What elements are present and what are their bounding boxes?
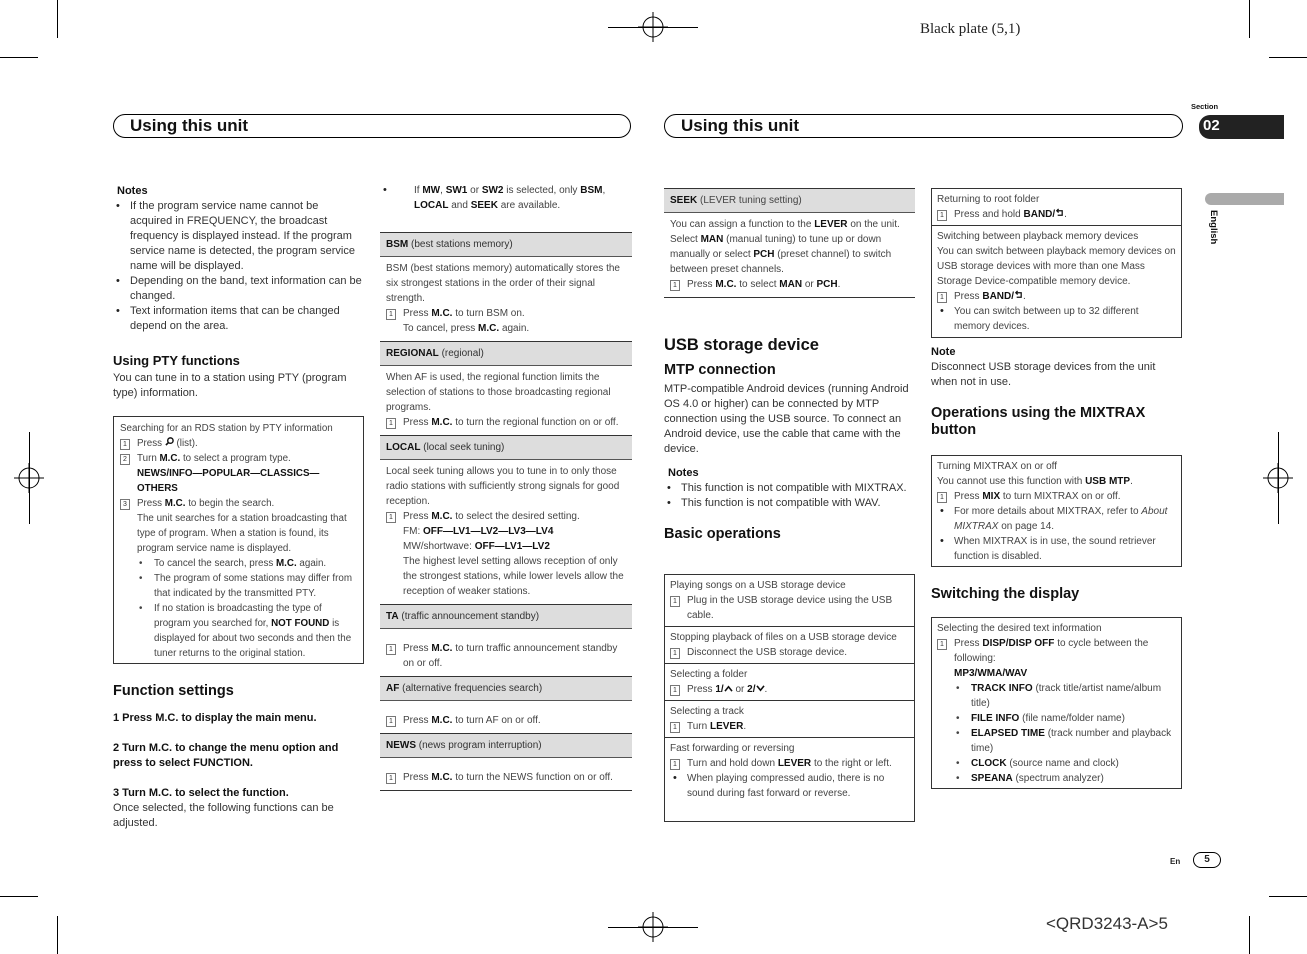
crop-mark xyxy=(608,27,698,28)
mixtrax-title: Operations using the MIXTRAX button xyxy=(931,405,1146,438)
root-folder-box: Returning to root folder 1 Press and hold BAND/ . Switching between playback memory devices You can switch between playback memory devices on USB storage devices with more than one Mass Storage Device-compatible memory device. 1 Press BAND/ . • You can switch between up to 32 different memory devices. xyxy=(931,188,1182,338)
notes-title: Notes xyxy=(117,185,148,197)
function-settings: Function settings 1 Press M.C. to display the main menu. 2 Turn M.C. to change the menu option and press to select FUNCTION. 3 Turn M.C. to select the function. Once selected, the following functions can be adjusted. xyxy=(113,683,363,831)
program-type-options: NEWS/INFO—POPULAR—CLASSICS—OTHERS xyxy=(137,468,320,494)
search-icon xyxy=(165,437,174,446)
crop-mark xyxy=(1249,0,1250,38)
language-tab xyxy=(1205,193,1284,205)
note-item: • Depending on the band, text information can be changed. xyxy=(113,274,363,304)
basic-operations-title: Basic operations xyxy=(664,526,781,542)
usb-title: USB storage device xyxy=(664,336,819,354)
step-number: 1 xyxy=(120,439,130,450)
crop-mark xyxy=(57,916,58,954)
crop-mark xyxy=(1269,896,1307,897)
mtp-title: MTP connection xyxy=(664,362,776,378)
local-header: LOCAL (local seek tuning) xyxy=(380,435,632,460)
bsm-header: BSM (best stations memory) xyxy=(380,232,632,257)
regional-header: REGIONAL (regional) xyxy=(380,341,632,366)
switching-display-title: Switching the display xyxy=(931,586,1080,602)
column-1 xyxy=(113,184,363,401)
ta-header: TA (traffic announcement standby) xyxy=(380,604,632,629)
header-title-right: Using this unit xyxy=(681,116,800,135)
display-box: Selecting the desired text information 1 Press DISP/DISP OFF to cycle between the following: MP3/WMA/WAV • TRACK INFO (track title/artist name/album title) • FILE INFO (file name/folder name) • ELAPSED TIME (track number and playback time) • CLOCK (source name and clock) • SPEANA (spectrum analyzer) xyxy=(931,617,1182,789)
note-item: • If the program service name cannot be acquired in FREQUENCY, the broadcast frequency is displayed instead. If the program service name is detected, the program service name will be displayed. xyxy=(113,199,363,274)
column-2: • If MW, SW1 or SW2 is selected, only BSM, LOCAL and SEEK are available. BSM (best stations memory) BSM (best stations memory) automatically stores the six strongest stations in the order of their signal strength. 1 Press M.C. to turn BSM on. To cancel, press M.C. again. REGIONAL (regional) When AF is used, the regional function limits the selection of stations to those broadcasting regional programs. 1 Press M.C. to turn the regional function on or off. LOCAL (local seek tuning) Local seek tuning allows you to tune in to only those radio stations with sufficiently strong signals for good reception. 1 Press M.C. to select the desired setting. FM: OFF—LV1—LV2—LV3—LV4 MW/shortwave: OFF—LV1—LV2 The highest level setting allows reception of only the strongest stations, while lower levels allow the reception of weaker stations. TA (traffic announcement standby) 1 Press M.C. to turn traffic announcement standby on or off. AF (alternative frequencies search) 1 Press M.C. to turn AF on or off. NEWS (news program interruption) 1 Press M.C. to turn the NEWS function on or off. xyxy=(380,183,632,791)
chevron-up-icon xyxy=(724,685,733,692)
crop-mark xyxy=(0,57,38,58)
pty-title: Using PTY functions xyxy=(113,353,240,368)
crop-mark xyxy=(608,927,698,928)
basic-operations-box: Playing songs on a USB storage device 1 Plug in the USB storage device using the USB cable. Stopping playback of files on a USB storage device 1 Disconnect the USB storage device. Selecting a folder 1 Press 1/ or 2/ . Selecting a track 1 Turn LEVER. Fast forwarding or reversing 1 Turn and hold down LEVER to the right or left. • When playing compressed audio, there is no sound during fast forward or reverse. xyxy=(664,574,915,822)
box-title: Searching for an RDS station by PTY information xyxy=(120,423,333,434)
crop-mark xyxy=(29,432,30,524)
crop-mark xyxy=(1269,57,1307,58)
chevron-down-icon xyxy=(756,685,765,692)
document-code: <QRD3243-A>5 xyxy=(1046,914,1168,933)
section-number: 02 xyxy=(1199,115,1284,139)
back-arrow-icon xyxy=(1014,290,1023,299)
note-section: Note Disconnect USB storage devices from the unit when not in use. Operations using the MIXTRAX button xyxy=(931,345,1183,439)
mixtrax-box: Turning MIXTRAX on or off You cannot use this function with USB MTP. 1 Press MIX to turn MIXTRAX on or off. • For more details about MIXTRAX, refer to About MIXTRAX on page 14. • When MIXTRAX is in use, the sound retriever function is disabled. xyxy=(931,455,1182,567)
plate-label: Black plate (5,1) xyxy=(920,21,1021,37)
step-number: 2 xyxy=(120,454,130,465)
function-settings-title: Function settings xyxy=(113,683,234,699)
seek-table: SEEK (LEVER tuning setting) You can assign a function to the LEVER on the unit. Select MAN (manual tuning) to tune up or down manually or select PCH (preset channel) to switch between preset channels. 1 Press M.C. to select MAN or PCH. xyxy=(664,188,915,298)
usb-section: USB storage device MTP connection MTP-compatible Android devices (running Android OS 4.0 or higher) can be connected by MTP connection using the USB source. To connect an Android device, use the cable that came with the device. Notes • This function is not compatible with MIXTRAX. • This function is not compatible with WAV. Basic operations xyxy=(664,336,916,543)
pty-search-box: Searching for an RDS station by PTY information 1 Press (list). 2 Turn M.C. to select a program type. NEWS/INFO—POPULAR—CLASSICS—OTHERS 3 Press M.C. to begin the search. The unit searches for a station broadcasting that type of program. When a station is found, its program service name is displayed. • To cancel the search, press M.C. again. • The program of some stations may differ from that indicated by the transmitted PTY. • If no station is broadcasting the type of program you searched for, NOT FOUND is displayed for about two seconds and then the tuner returns to the original station. xyxy=(113,416,364,664)
crop-mark xyxy=(57,0,58,38)
section-label: Section xyxy=(1191,102,1219,111)
pty-intro: You can tune in to a station using PTY (program type) information. xyxy=(113,372,347,399)
note-item: • Text information items that can be changed depend on the area. xyxy=(113,304,363,334)
news-header: NEWS (news program interruption) xyxy=(380,733,632,758)
back-arrow-icon xyxy=(1055,208,1064,217)
crop-mark xyxy=(0,896,38,897)
crop-mark xyxy=(1278,432,1279,524)
language-label: English xyxy=(1208,210,1219,245)
footer-language: En xyxy=(1170,857,1181,866)
page-number: 5 xyxy=(1193,852,1221,868)
step-number: 3 xyxy=(120,499,130,510)
af-header: AF (alternative frequencies search) xyxy=(380,676,632,701)
crop-mark xyxy=(1249,916,1250,954)
header-title-left: Using this unit xyxy=(130,116,249,135)
